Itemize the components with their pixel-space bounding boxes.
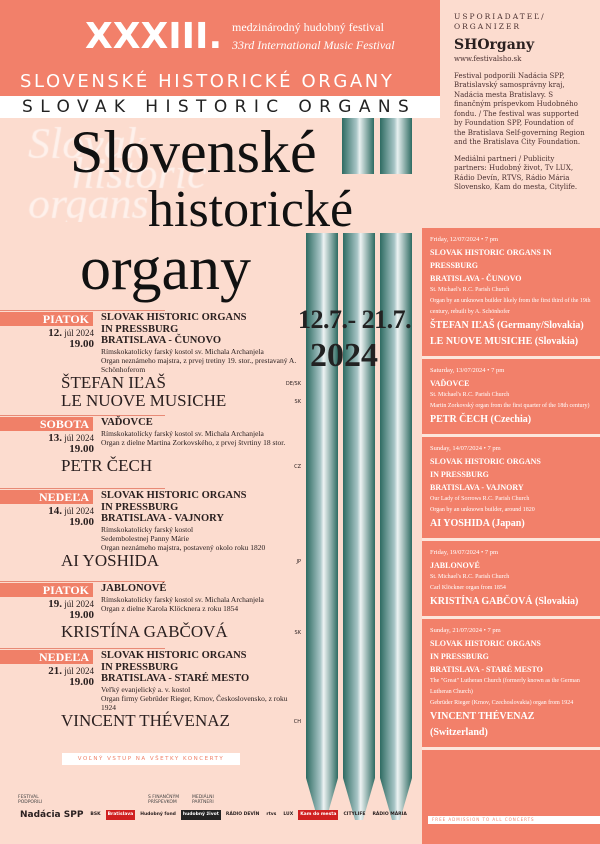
performer-name: KRISTÍNA GABČOVÁ — [61, 622, 228, 641]
event-2 — [0, 488, 300, 588]
performer — [61, 623, 301, 641]
partner-logo[interactable]: CITYLIFE — [343, 812, 366, 817]
event-day: PIATOK — [0, 583, 93, 597]
event-title: IN PRESSBURG — [101, 501, 179, 513]
partner-logo[interactable]: RÁDIO DEVÍN — [225, 812, 260, 817]
event-time: 19.00 — [69, 443, 94, 455]
organizer-label: USPORIADATEĽ/ ORGANIZER — [454, 12, 546, 31]
partner-logo[interactable]: Hudobný fond — [140, 812, 176, 817]
organ-pipe — [342, 118, 374, 174]
english-program — [422, 228, 600, 844]
supported-label: FESTIVAL PODPORILI — [18, 795, 43, 805]
date-day: 14. — [48, 505, 62, 517]
performer-name: PETR ČECH — [61, 456, 153, 475]
event-en-detail: St. Michael's R.C. Parish Church — [430, 392, 510, 398]
event-en-1 — [422, 359, 600, 437]
event-en-0 — [422, 228, 600, 359]
event-en-detail: Organ by an unknown builder likely from the first third of the 19th century, rebuilt by A. Schönhofer — [430, 298, 591, 315]
event-time: 19.00 — [69, 676, 94, 688]
event-en-performer: PETR ČECH (Czechia) — [430, 414, 532, 425]
event-en-title: JABLONOVÉ — [430, 561, 480, 570]
performer-country: DE/SK — [285, 380, 301, 387]
divider — [0, 581, 165, 582]
date-month: júl 2024 — [64, 599, 94, 609]
event-time: 19.00 — [69, 609, 94, 621]
event-en-3 — [422, 541, 600, 619]
event-heading — [101, 490, 301, 552]
event-heading — [101, 417, 301, 457]
date-day: 19. — [48, 598, 62, 610]
partner-logo[interactable]: Nadácia SPP — [20, 810, 84, 820]
edition-number: XXXIII. — [85, 16, 223, 57]
event-title: SLOVAK HISTORIC ORGANS — [101, 312, 247, 323]
performer — [61, 392, 301, 410]
event-detail: Veľký evanjelický a. v. kostol — [101, 684, 191, 694]
divider — [0, 310, 165, 311]
partner-logo[interactable]: Kam do mesta — [298, 810, 338, 820]
divider — [0, 488, 165, 489]
title-line-2: historické — [148, 181, 354, 238]
date-month: júl 2024 — [64, 506, 94, 516]
free-admission-sk: VOĽNÝ VSTUP NA VŠETKY KONCERTY — [62, 753, 240, 765]
festival-name-sk: SLOVENSKÉ HISTORICKÉ ORGANY — [20, 71, 395, 92]
event-en-detail: Our Lady of Sorrows R.C. Parish Church — [430, 496, 530, 502]
performer — [61, 552, 301, 570]
organ-pipe — [380, 118, 412, 174]
partner-logo[interactable]: BSK — [90, 812, 101, 817]
event-en-title: SLOVAK HISTORIC ORGANS — [430, 639, 541, 648]
partner-logo[interactable]: rtvs — [266, 812, 277, 817]
festival-subtitle-en: 33rd International Music Festival — [232, 38, 395, 52]
event-0 — [0, 310, 300, 410]
partner-logo[interactable]: LUX — [283, 812, 294, 817]
event-en-title: BRATISLAVA - STARÉ MESTO — [430, 665, 543, 674]
event-detail: Organ z dielne Martina Zorkovského, z prvej štvrtiny 18 stor. — [101, 437, 286, 447]
event-detail: Rímskokatolícky farský kostol sv. Michala Archanjela — [101, 428, 264, 438]
event-en-title: BRATISLAVA - ČUNOVO — [430, 274, 522, 283]
event-en-detail: Carl Klöckner organ from 1854 — [430, 585, 506, 591]
festival-year: 2024 — [310, 337, 378, 374]
performer-name: VINCENT THÉVENAZ — [61, 710, 230, 730]
performer-name: ŠTEFAN IĽAŠ — [61, 372, 166, 392]
event-en-date: Sunday, 14/07/2024 • 7 pm — [430, 445, 501, 452]
fund-label: S FINANČNÝM PRÍSPEVKOM — [148, 795, 180, 805]
event-en-title: VAĎOVCE — [430, 379, 470, 388]
organizer-name: SHOrgany — [454, 37, 535, 53]
event-en-performer: LE NUOVE MUSICHE (Slovakia) — [430, 336, 579, 347]
performer — [61, 457, 301, 475]
partner-logo[interactable]: Bratislava — [106, 810, 136, 820]
partner-logos — [18, 810, 418, 820]
event-detail: Organ neznámeho majstra, postavený okolo roku 1820 — [101, 542, 266, 552]
event-en-performer: AI YOSHIDA (Japan) — [430, 518, 525, 529]
event-heading — [101, 312, 301, 374]
event-detail: Rímskokatolícky farský kostol sv. Michala Archanjela — [101, 594, 264, 604]
event-title: IN PRESSBURG — [101, 323, 179, 335]
festival-dates: 12.7.- 21.7. — [298, 305, 412, 334]
event-en-title: BRATISLAVA - VAJNORY — [430, 483, 524, 492]
event-en-4 — [422, 619, 600, 750]
event-en-date: Saturday, 13/07/2024 • 7 pm — [430, 367, 505, 374]
divider — [0, 415, 165, 416]
free-admission-en: FREE ADMISSION TO ALL CONCERTS — [428, 816, 600, 824]
event-heading — [101, 583, 301, 623]
event-en-title: SLOVAK HISTORIC ORGANS IN — [430, 248, 552, 257]
event-en-date: Friday, 19/07/2024 • 7 pm — [430, 549, 499, 556]
event-detail: Rímskokatolícky farský kostol sv. Michala Archanjela — [101, 346, 264, 356]
date-month: júl 2024 — [64, 328, 94, 338]
event-day: NEDEĽA — [0, 490, 93, 504]
date-day: 13. — [48, 432, 62, 444]
date-day: 12. — [48, 327, 62, 339]
event-en-title: IN PRESSBURG — [430, 652, 489, 661]
performer-country: CZ — [294, 464, 301, 470]
organizer-url[interactable]: www.festivalsho.sk — [454, 55, 522, 63]
organizer-panel — [440, 0, 600, 205]
event-title: IN PRESSBURG — [101, 661, 179, 673]
event-time: 19.00 — [69, 338, 94, 350]
event-title: JABLONOVÉ — [101, 583, 167, 594]
event-en-detail: Organ by an unknown builder, around 1820 — [430, 507, 535, 513]
performer-country: SK — [294, 398, 301, 405]
event-en-date: Friday, 12/07/2024 • 7 pm — [430, 236, 499, 243]
event-heading — [101, 650, 301, 712]
event-en-performer: KRISTÍNA GABČOVÁ (Slovakia) — [430, 596, 579, 607]
event-en-title: PRESSBURG — [430, 261, 479, 270]
support-text: Festival podporili Nadácia SPP, Bratislavský samosprávny kraj, Nadácia mesta Bratislavy. S finančným príspevkom Hudobného fondu. / The festival was supported by Foundation SPP, Foundation of the Bratislava Self-governing Region and the Bratislava City Foundation. — [454, 71, 585, 146]
event-en-title: IN PRESSBURG — [430, 470, 489, 479]
date-day: 21. — [48, 665, 62, 677]
performer — [61, 712, 301, 730]
media-text: Mediálni partneri / Publicity partners: Hudobný život, Tv LUX, Rádio Devín, RTVS, Rádio Mária Slovensko, Kam do mesta, Citylife. — [454, 154, 578, 191]
partner-logo[interactable]: RÁDIO MÁRIA — [372, 812, 407, 817]
event-en-detail: Martin Zorkovský organ from the first quarter of the 18th century) — [430, 403, 590, 409]
divider — [0, 648, 165, 649]
event-detail: Organ z dielne Karola Klöcknera z roku 1854 — [101, 603, 239, 613]
event-en-title: SLOVAK HISTORIC ORGANS — [430, 457, 541, 466]
event-title: SLOVAK HISTORIC ORGANS — [101, 650, 247, 661]
festival-name-en: SLOVAK HISTORIC ORGANS — [22, 97, 417, 117]
event-day: PIATOK — [0, 312, 93, 326]
event-en-date: Sunday, 21/07/2024 • 7 pm — [430, 627, 501, 634]
performer-name: AI YOSHIDA — [61, 550, 160, 570]
event-detail: Rímskokatolícky farský kostol — [101, 524, 194, 534]
event-detail: Organ firmy Gebrüder Rieger, Krnov, Československo, z roku 1924 — [101, 693, 288, 712]
event-title: BRATISLAVA - ČUNOVO — [101, 335, 221, 346]
event-day: SOBOTA — [0, 417, 93, 431]
event-day: NEDEĽA — [0, 650, 93, 664]
date-month: júl 2024 — [64, 433, 94, 443]
event-en-detail: St. Michael's R.C. Parish Church — [430, 574, 510, 580]
media-label: MEDIÁLNI PARTNERI — [192, 795, 214, 805]
event-title: VAĎOVCE — [101, 417, 153, 428]
performer-country: CH — [293, 718, 301, 725]
event-time: 19.00 — [69, 516, 94, 528]
event-title: BRATISLAVA - VAJNORY — [101, 513, 224, 524]
event-4 — [0, 648, 300, 748]
performer-country: JP — [296, 558, 301, 565]
event-title: SLOVAK HISTORIC ORGANS — [101, 490, 247, 501]
event-detail: Sedembolestnej Panny Márie — [101, 533, 189, 543]
performer — [61, 374, 301, 392]
event-en-detail: The "Great" Lutheran Church (formerly known as the German Lutheran Church) — [430, 678, 580, 695]
title-line-3: organy — [80, 235, 252, 303]
event-en-2 — [422, 437, 600, 541]
festival-subtitle-sk: medzinárodný hudobný festival — [232, 20, 384, 34]
event-en-detail: St. Michael's R.C. Parish Church — [430, 287, 510, 293]
event-en-detail: Gebrüder Rieger (Krnov, Czechoslovakia) organ from 1924 — [430, 700, 574, 706]
event-en-performer: ŠTEFAN IĽAŠ (Germany/Slovakia) — [430, 320, 584, 331]
event-en-performer: (Switzerland) — [430, 727, 488, 738]
performer-country: SK — [294, 630, 301, 636]
event-detail: Organ neznámeho majstra, z prvej tretiny 19. stor., prestavaný A. Schönhoferom — [101, 355, 297, 374]
partner-logo[interactable]: hudobný život — [181, 810, 221, 820]
performer-name: LE NUOVE MUSICHE — [61, 390, 227, 410]
event-title: BRATISLAVA - STARÉ MESTO — [101, 673, 250, 684]
date-month: júl 2024 — [64, 666, 94, 676]
event-en-performer: VINCENT THÉVENAZ — [430, 711, 535, 722]
title-line-1: Slovenské — [70, 119, 317, 185]
